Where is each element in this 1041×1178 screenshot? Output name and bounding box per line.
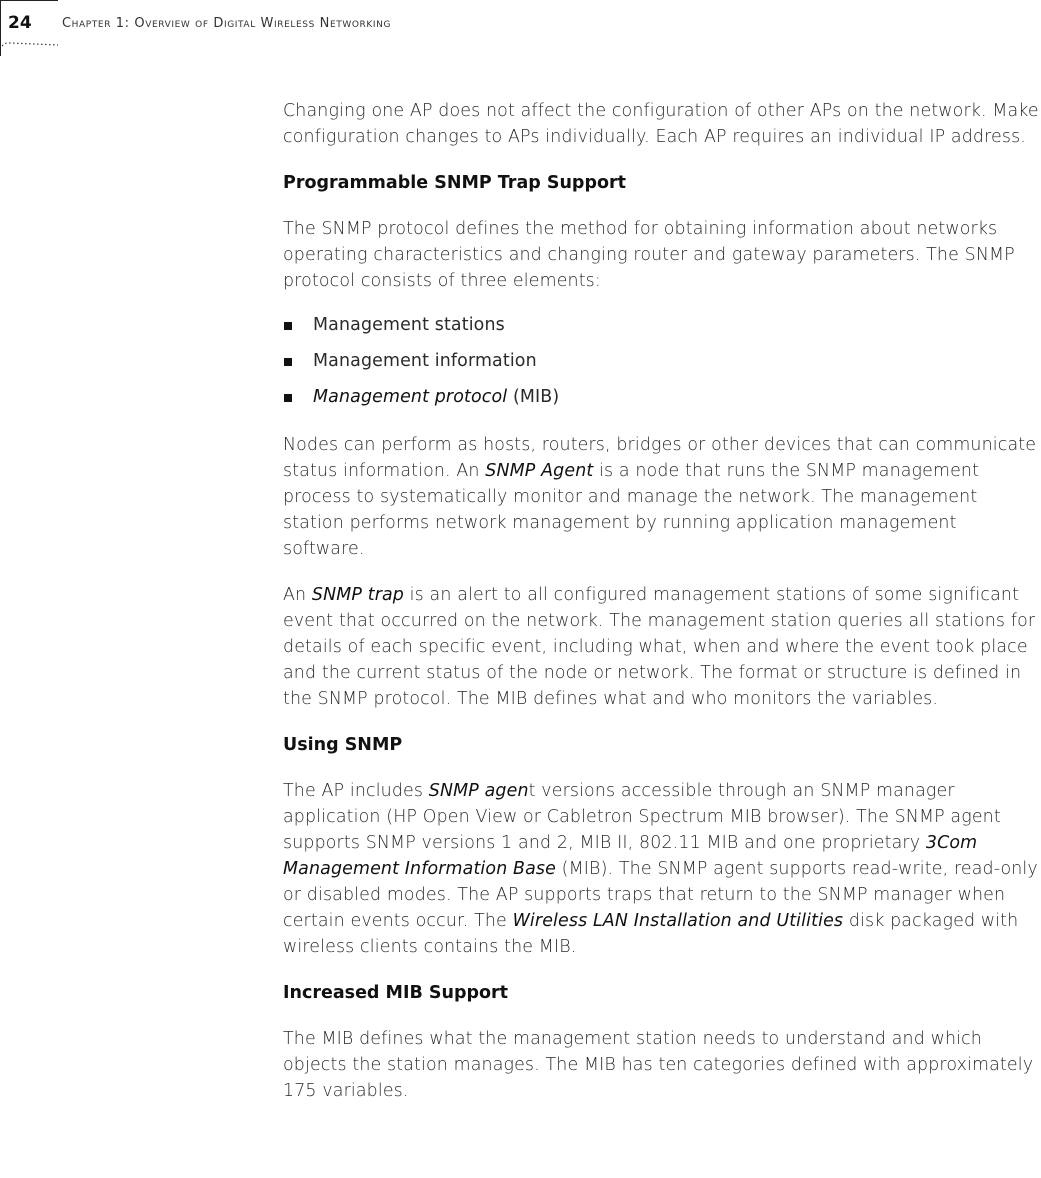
text-run: An	[283, 585, 312, 605]
header-dotted-rule	[2, 40, 58, 48]
nodes-paragraph	[283, 432, 1041, 562]
list-item	[283, 384, 1041, 410]
text-run: is a node that runs the SNMP management process to systematically monitor and manage the network. The management station performs network management by running application management software.	[283, 461, 980, 559]
page-header	[0, 0, 1041, 60]
list-item	[283, 348, 1041, 374]
snmp-protocol-paragraph: The SNMP protocol defines the method for obtaining information about networks operating characteristics and changing router and gateway parameters. The SNMP protocol consists of three elements:	[283, 219, 1015, 291]
text-run: disk packaged with wireless clients contains the MIB.	[283, 911, 1019, 957]
term-snmp-agent: SNMP Agent	[485, 461, 594, 481]
mib-paragraph: The MIB defines what the management station needs to understand and which objects the station manages. The MIB has ten categories defined with approximately 175 variables.	[283, 1029, 1034, 1101]
bullet-square-icon	[284, 394, 292, 402]
header-rule-top	[0, 0, 58, 1]
bullet-square-icon	[284, 322, 292, 330]
bullet-square-icon	[284, 358, 292, 366]
list-item	[283, 312, 1041, 338]
term-snmp-agent: SNMP agen	[428, 781, 529, 801]
term-3com-mib: 3Com Management Information Base	[283, 833, 978, 879]
running-head-text: Chapter 1: Overview of Digital Wireless Networking	[62, 16, 392, 31]
heading-using-snmp: Using SNMP	[283, 735, 403, 755]
list-item-text: (MIB)	[507, 387, 560, 407]
text-run: is an alert to all configured management stations of some significant event that occurred on the network. The management station queries all stations for details of each specific event, including what, when and where the event took place and the current status of the node or network. The format or structure is defined in the SNMP protocol. The MIB defines what and who monitors the variables.	[283, 585, 1036, 709]
snmp-elements-list	[283, 312, 1041, 410]
term-snmp-trap: SNMP trap	[311, 585, 404, 605]
running-head	[62, 16, 391, 31]
header-rule-left	[0, 0, 1, 56]
term-wireless-lan-disk: Wireless LAN Installation and Utilities	[512, 911, 844, 931]
intro-paragraph: Changing one AP does not affect the configuration of other APs on the network. Make configuration changes to APs individually. Each AP requires an individual IP address.	[283, 101, 1039, 147]
text-run: The AP includes	[283, 781, 429, 801]
text-run: (MIB). The SNMP agent supports read-write, read-only or disabled modes. The AP supports traps that return to the SNMP manager when certain events occur. The	[283, 859, 1038, 931]
text-run: t versions accessible through an SNMP manager application (HP Open View or Cabletron Spectrum MIB browser). The SNMP agent supports SNMP versions 1 and 2, MIB II, 802.11 MIB and one proprietary	[283, 781, 1001, 853]
list-item-text: Management stations	[313, 315, 505, 335]
text-run: Nodes can perform as hosts, routers, bridges or other devices that can communicate status information. An	[283, 435, 1037, 481]
list-item-text: Management information	[313, 351, 537, 371]
page-content	[283, 98, 1041, 1124]
using-snmp-paragraph	[283, 778, 1041, 960]
trap-paragraph	[283, 582, 1041, 712]
page-number: 24	[8, 13, 32, 33]
heading-increased-mib-support: Increased MIB Support	[283, 983, 509, 1003]
list-item-term: Management protocol	[313, 387, 508, 407]
heading-programmable-snmp-trap: Programmable SNMP Trap Support	[283, 173, 627, 193]
